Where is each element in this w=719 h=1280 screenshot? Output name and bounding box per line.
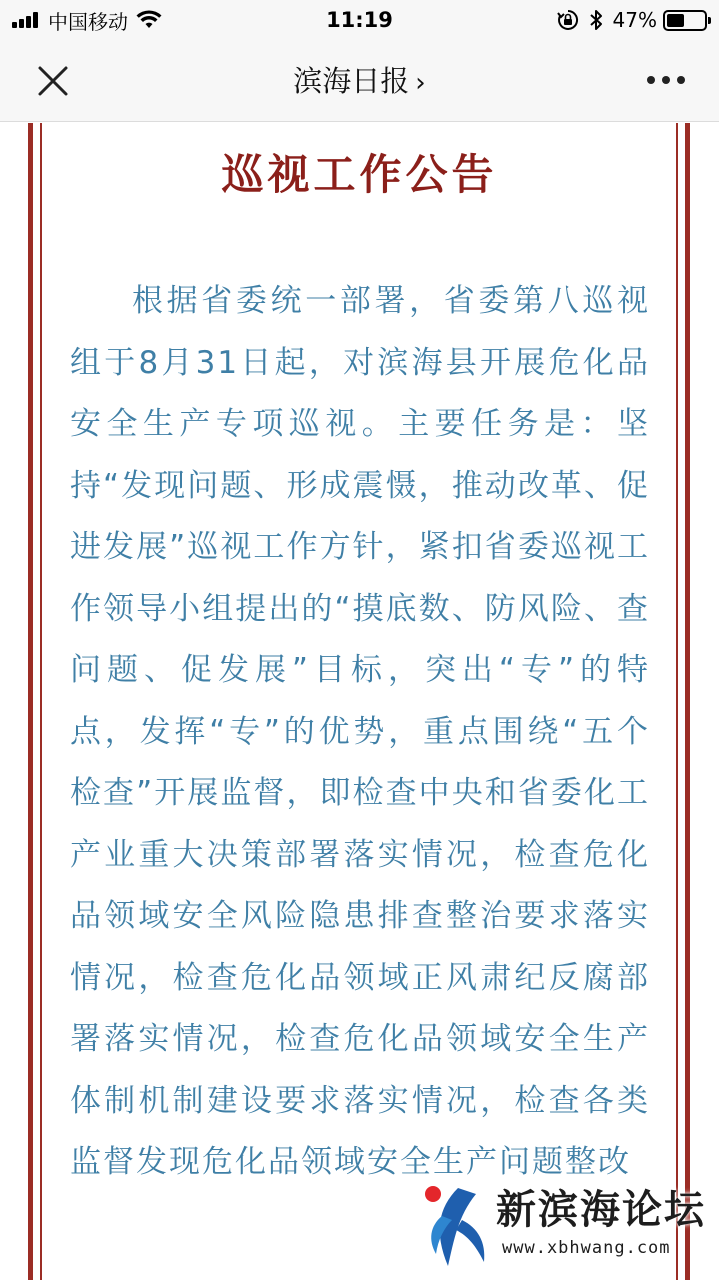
account-name: 滨海日报	[293, 64, 410, 98]
frame-border-left-outer	[28, 123, 33, 1280]
status-right	[557, 6, 707, 34]
bluetooth-icon	[589, 9, 603, 31]
frame-border-right-inner	[676, 123, 678, 1280]
close-icon[interactable]	[36, 64, 70, 98]
forum-watermark-name: 新滨海论坛	[496, 1187, 706, 1233]
rotation-lock-icon	[557, 9, 579, 31]
battery-level-fill	[667, 14, 684, 27]
status-time: 11:19	[326, 8, 393, 32]
navigation-bar	[0, 40, 719, 122]
account-name-link[interactable]	[293, 64, 425, 98]
carrier-name: 中国移动	[48, 9, 128, 34]
battery-percent: 47%	[612, 8, 657, 32]
status-bar	[0, 0, 719, 40]
article-body: 根据省委统一部署，省委第八巡视组于8月31日起，对滨海县开展危化品安全生产专项巡视。主要任务是：坚持“发现问题、形成震慑，推动改革、促进发展”巡视工作方针，紧扣省委巡视工作领导小组提出的“摸底数、防风险、查问题、促发展”目标，突出“专”的特点，发挥“专”的优势，重点围绕“五个检查”开展监督，即检查中央和省委化工产业重大决策部署落实情况，检查危化品领域安全风险隐患排查整治要求落实情况，检查危化品领域正风肃纪反腐部署落实情况，检查危化品领域安全生产体制机制建设要求落实情况，检查各类监督发现危化品领域安全生产问题整改	[70, 283, 650, 1180]
notice-title: 巡视工作公告	[221, 150, 498, 199]
nav-title	[0, 62, 719, 102]
frame-border-right-outer	[685, 123, 690, 1280]
more-options-icon[interactable]	[647, 76, 685, 86]
frame-border-left-inner	[40, 123, 42, 1280]
battery-icon	[663, 10, 707, 31]
forum-watermark-url: www.xbhwang.com	[502, 1238, 671, 1258]
chevron-right-icon: ›	[415, 68, 426, 98]
